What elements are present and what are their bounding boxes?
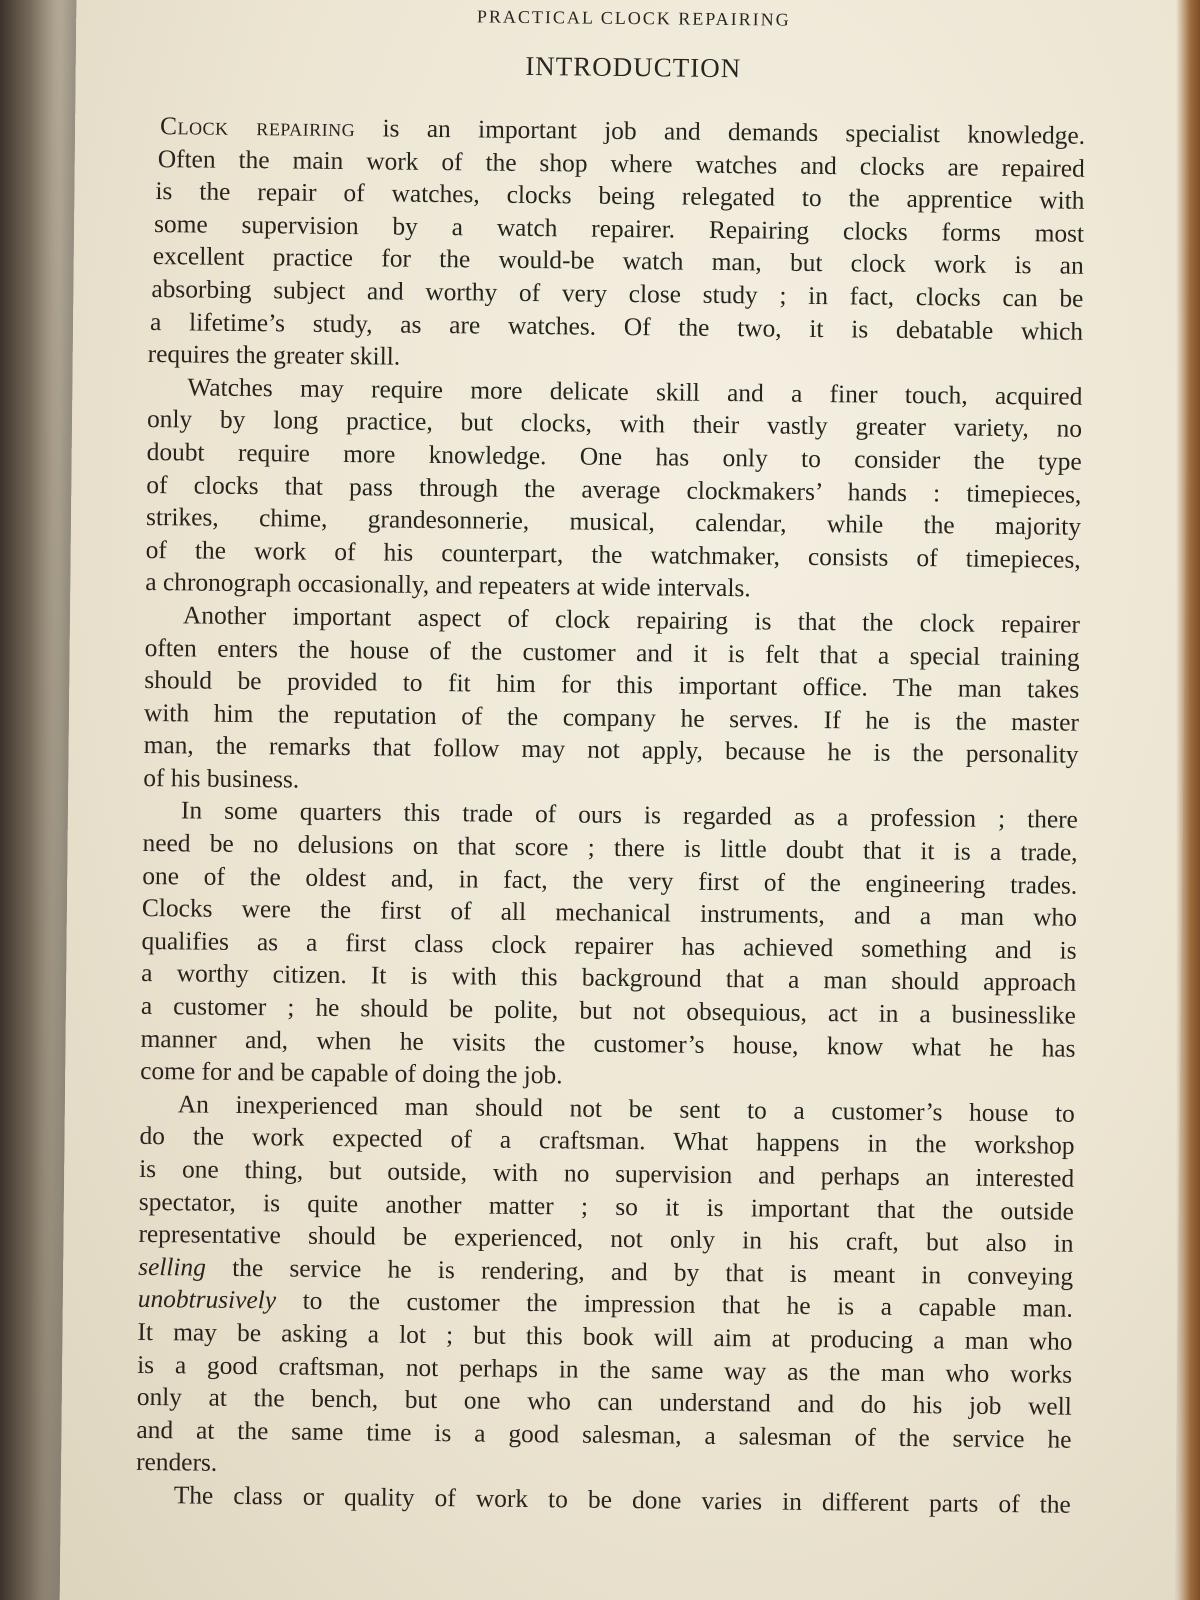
text-line: only by long practice, but clocks, with their vastly greater variety, no <box>146 405 1083 444</box>
text-line: a lifetime’s study, as are watches. Of the two, it is debatable which <box>149 307 1084 346</box>
text-line: strikes, chime, grandesonnerie, musical, calendar, while the majority <box>145 503 1082 541</box>
text-line: a worthy citizen. It is with this background that a man should approach <box>141 959 1077 998</box>
text-line: It may be asking a lot ; but this book will aim at producing a man who <box>137 1317 1073 1356</box>
lead-small-caps: Clock repairing <box>159 112 356 143</box>
text-line: representative should be experienced, not only in his craft, but also in <box>138 1220 1074 1258</box>
text-line: excellent practice for the would-be watch man, but clock work is an <box>152 242 1084 281</box>
text-line: need be no delusions on that score ; there is little doubt that it is a trade, <box>142 829 1078 867</box>
text-line: of clocks that pass through the average clockmakers’ hands : timepieces, <box>146 470 1082 509</box>
text-line: should be provided to fit him for this important office. The man takes <box>144 666 1080 704</box>
text-line: only at the bench, but one who can understand and do his job well <box>136 1383 1072 1421</box>
text-line: Another important aspect of clock repairing is that the clock repairer <box>182 601 1081 639</box>
body-text <box>136 110 1086 1521</box>
text-line: unobtrusively to the customer the impression that he is a capable man. <box>137 1285 1073 1324</box>
text-line: some supervision by a watch repairer. Repairing clocks forms most <box>153 209 1085 248</box>
italic-word: selling <box>138 1252 207 1282</box>
text-line: with him the reputation of the company he serves. If he is the master <box>143 698 1080 737</box>
italic-word: unobtrusively <box>137 1285 277 1315</box>
text-line: of the work of his counterpart, the watchmaker, consists of timepieces, <box>145 535 1081 574</box>
text-line: and at the same time is a good salesman, a salesman of the service he <box>136 1415 1072 1454</box>
text-line: doubt require more knowledge. One has only to consider the type <box>146 437 1082 476</box>
text-line: come for and be capable of doing the job. <box>140 1057 563 1090</box>
text-line: selling the service he is rendering, and by that is meant in conveying <box>138 1252 1074 1291</box>
text-line: Clocks were the first of all mechanical instruments, and a man who <box>141 894 1078 932</box>
text-line: manner and, when he visits the customer’s house, know what he has <box>140 1024 1076 1063</box>
text-line: a chronograph occasionally, and repeaters at wide intervals. <box>145 568 751 603</box>
text-line: of his business. <box>143 763 300 794</box>
text-line: is the repair of watches, clocks being relegated to the apprentice with <box>155 177 1085 215</box>
text-line: Watches may require more delicate skill and a finer touch, acquired <box>187 373 1083 411</box>
running-head: PRACTICAL CLOCK REPAIRING <box>476 6 791 30</box>
text-line: spectator, is quite another matter ; so it is important that the outside <box>138 1187 1074 1226</box>
text-line: qualifies as a first class clock repairer has achieved something and is <box>141 926 1077 965</box>
text-line: a customer ; he should be polite, but not obsequious, act in a businesslike <box>140 991 1077 1030</box>
text-line: man, the remarks that follow may not apply, because he is the personality <box>143 731 1079 770</box>
right-page-edge <box>1176 0 1200 1600</box>
text-line: absorbing subject and worthy of very close study ; in fact, clocks can be <box>151 274 1084 313</box>
text-line: In some quarters this trade of ours is regarded as a profession ; there <box>180 796 1079 835</box>
text-line: often enters the house of the customer and it is felt that a special training <box>144 633 1080 672</box>
text-line: is one thing, but outside, with no supervision and perhaps an interested <box>139 1154 1075 1193</box>
text-line: do the work expected of a craftsman. What happens in the workshop <box>139 1122 1075 1161</box>
text-line: Clock repairing is an important job and demands specialist knowledge. <box>159 112 1086 150</box>
book-page <box>59 0 1191 1600</box>
text-line: Often the main work of the shop where watches and clocks are repaired <box>157 144 1085 183</box>
text-line: requires the greater skill. <box>147 340 401 371</box>
text-line: one of the oldest and, in fact, the very first of the engineering trades. <box>142 861 1078 900</box>
text-line: An inexperienced man should not be sent to a customer’s house to <box>177 1090 1075 1128</box>
text-line: is a good craftsman, not perhaps in the same way as the man who works <box>137 1350 1073 1389</box>
text-line: The class or quality of work to be done varies in different parts of the <box>173 1481 1071 1519</box>
text-line: renders. <box>135 1448 218 1478</box>
chapter-title: INTRODUCTION <box>525 50 742 84</box>
